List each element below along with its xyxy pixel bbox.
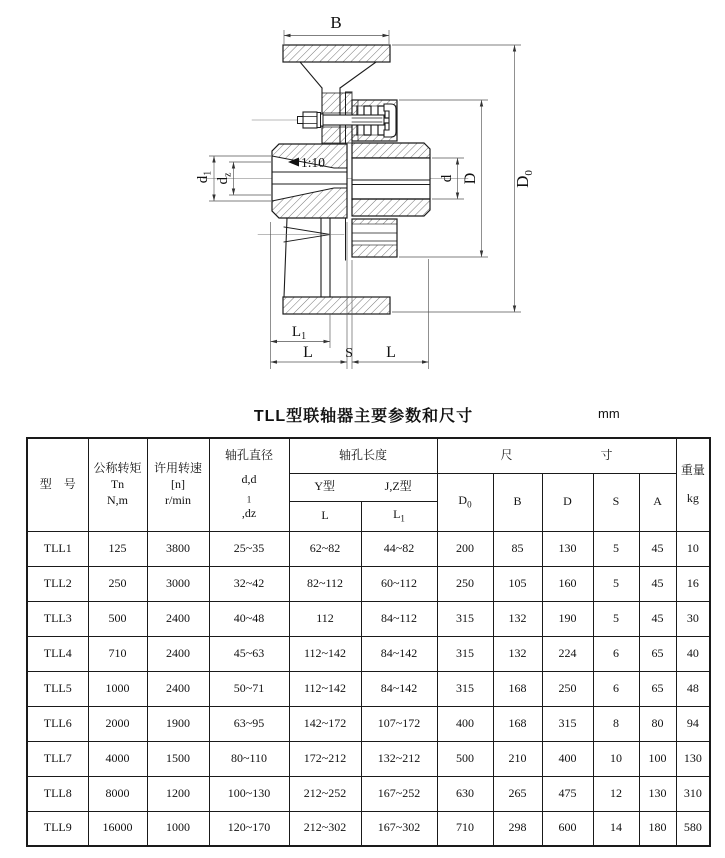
cell: 84~142 xyxy=(361,671,437,706)
cell: 1900 xyxy=(147,706,209,741)
cell: 44~82 xyxy=(361,531,437,566)
col-header-weight: 重量 kg xyxy=(676,438,710,531)
cell: 107~172 xyxy=(361,706,437,741)
cell: 500 xyxy=(88,601,147,636)
unit-label: mm xyxy=(598,406,620,421)
cell: 400 xyxy=(542,741,593,776)
cell: 45 xyxy=(639,566,676,601)
cell: 315 xyxy=(437,636,493,671)
cell: 125 xyxy=(88,531,147,566)
cell: 130 xyxy=(639,776,676,811)
dim-label-L1: $L_1$ xyxy=(291,324,307,342)
cell: 130 xyxy=(676,741,710,776)
cell: 310 xyxy=(676,776,710,811)
cell: 100 xyxy=(639,741,676,776)
cell: 10 xyxy=(676,531,710,566)
cell: 60~112 xyxy=(361,566,437,601)
bolt-tip xyxy=(298,117,304,124)
cell: 45 xyxy=(639,601,676,636)
taper-label: 1:10 xyxy=(301,155,326,170)
cell: 630 xyxy=(437,776,493,811)
cell: 400 xyxy=(437,706,493,741)
cell: 315 xyxy=(542,706,593,741)
cell: 94 xyxy=(676,706,710,741)
cell-model: TLL9 xyxy=(27,811,88,846)
cell: 65 xyxy=(639,636,676,671)
cell: 180 xyxy=(639,811,676,846)
dim-label-B: B xyxy=(330,13,342,32)
cell: 16000 xyxy=(88,811,147,846)
cell: 132 xyxy=(493,636,542,671)
cell: 1200 xyxy=(147,776,209,811)
cell: 6 xyxy=(593,636,639,671)
subheader-bore-types xyxy=(289,473,437,501)
right-hub-bore xyxy=(352,158,430,199)
cell: 190 xyxy=(542,601,593,636)
y-type-label: Y型 xyxy=(314,479,335,494)
bolt-shaft xyxy=(322,115,384,125)
web-bolt-boss-upper xyxy=(322,93,352,113)
group-header-bore-length: 轴孔长度 xyxy=(289,438,437,473)
cell: 32~42 xyxy=(209,566,289,601)
table-row xyxy=(27,566,710,601)
cell: 112 xyxy=(289,601,361,636)
cell: 250 xyxy=(88,566,147,601)
dim-label-D: D xyxy=(462,172,479,185)
cell: 212~302 xyxy=(289,811,361,846)
cell: 82~112 xyxy=(289,566,361,601)
cell-model: TLL7 xyxy=(27,741,88,776)
col-header-bore-diameter: 轴孔直径 d,d $_1$ ,dz xyxy=(209,438,289,531)
cell: 100~130 xyxy=(209,776,289,811)
cell: 168 xyxy=(493,671,542,706)
cell: 84~112 xyxy=(361,601,437,636)
dim-label-L-left: L xyxy=(303,344,313,361)
cell: 2400 xyxy=(147,601,209,636)
right-flange-top xyxy=(352,143,430,158)
cell: 105 xyxy=(493,566,542,601)
col-header-D: D xyxy=(542,473,593,531)
dim-label-d: d xyxy=(439,174,455,183)
cell: 40 xyxy=(676,636,710,671)
cell: 250 xyxy=(437,566,493,601)
cell: 80 xyxy=(639,706,676,741)
cell: 160 xyxy=(542,566,593,601)
table-title: TLL型联轴器主要参数和尺寸 xyxy=(253,408,474,425)
cell: 600 xyxy=(542,811,593,846)
group-header-dimensions: 尺 寸 xyxy=(437,438,676,473)
cell-model: TLL5 xyxy=(27,671,88,706)
drum-rim-bottom xyxy=(283,297,390,314)
lower-cover-hatch xyxy=(352,245,397,257)
cell: 580 xyxy=(676,811,710,846)
col-header-L1: $L_1$ xyxy=(361,501,437,531)
cell: 8 xyxy=(593,706,639,741)
col-header-A: A xyxy=(639,473,676,531)
cell-model: TLL1 xyxy=(27,531,88,566)
cell: 710 xyxy=(437,811,493,846)
cell: 200 xyxy=(437,531,493,566)
cell: 3000 xyxy=(147,566,209,601)
cell: 5 xyxy=(593,531,639,566)
cell: 120~170 xyxy=(209,811,289,846)
cell: 1000 xyxy=(147,811,209,846)
cell: 265 xyxy=(493,776,542,811)
cell: 5 xyxy=(593,566,639,601)
col-header-torque: 公称转矩 Tn N,m xyxy=(88,438,147,531)
lower-cover-hatch-top xyxy=(352,219,397,224)
parameters-table xyxy=(26,437,711,847)
cell: 298 xyxy=(493,811,542,846)
cell-model: TLL4 xyxy=(27,636,88,671)
cell: 45 xyxy=(639,531,676,566)
table-row xyxy=(27,531,710,566)
right-flange-bottom xyxy=(352,199,430,216)
cell-model: TLL3 xyxy=(27,601,88,636)
cell: 84~142 xyxy=(361,636,437,671)
cell-model: TLL2 xyxy=(27,566,88,601)
cell: 168 xyxy=(493,706,542,741)
bolt-washer-inner xyxy=(321,114,324,126)
web-bolt-boss-lower xyxy=(322,127,352,143)
cell: 63~95 xyxy=(209,706,289,741)
cell: 132 xyxy=(493,601,542,636)
cell-model: TLL6 xyxy=(27,706,88,741)
cell: 10 xyxy=(593,741,639,776)
cell: 5 xyxy=(593,601,639,636)
table-row xyxy=(27,741,710,776)
cell: 2400 xyxy=(147,671,209,706)
cell: 167~252 xyxy=(361,776,437,811)
cell: 224 xyxy=(542,636,593,671)
cell: 172~212 xyxy=(289,741,361,776)
cell: 130 xyxy=(542,531,593,566)
drum-rim-top xyxy=(283,45,390,62)
dim-label-d1: $d_1$ xyxy=(195,170,214,184)
cell: 48 xyxy=(676,671,710,706)
cell: 210 xyxy=(493,741,542,776)
cell: 85 xyxy=(493,531,542,566)
cell: 250 xyxy=(542,671,593,706)
drum-web-bottom xyxy=(284,218,330,297)
cell: 315 xyxy=(437,601,493,636)
dim-label-S: S xyxy=(345,346,353,361)
cell: 167~302 xyxy=(361,811,437,846)
cell: 3800 xyxy=(147,531,209,566)
cell: 16 xyxy=(676,566,710,601)
cell: 212~252 xyxy=(289,776,361,811)
col-header-B: B xyxy=(493,473,542,531)
cell: 1000 xyxy=(88,671,147,706)
cell: 8000 xyxy=(88,776,147,811)
col-header-S: S xyxy=(593,473,639,531)
cell: 1500 xyxy=(147,741,209,776)
cell: 30 xyxy=(676,601,710,636)
cell: 6 xyxy=(593,671,639,706)
cell: 112~142 xyxy=(289,636,361,671)
jz-type-label: J,Z型 xyxy=(384,479,412,494)
cell: 142~172 xyxy=(289,706,361,741)
table-row xyxy=(27,636,710,671)
cell: 45~63 xyxy=(209,636,289,671)
cell: 500 xyxy=(437,741,493,776)
col-header-model: 型 号 xyxy=(27,438,88,531)
cell-model: TLL8 xyxy=(27,776,88,811)
coupling-section-drawing xyxy=(0,0,725,400)
cell: 50~71 xyxy=(209,671,289,706)
cell: 315 xyxy=(437,671,493,706)
cell: 475 xyxy=(542,776,593,811)
cell: 2000 xyxy=(88,706,147,741)
cell: 62~82 xyxy=(289,531,361,566)
cell: 12 xyxy=(593,776,639,811)
table-row xyxy=(27,811,710,846)
cell: 2400 xyxy=(147,636,209,671)
col-header-L: L xyxy=(289,501,361,531)
dim-label-L-right: L xyxy=(386,344,396,361)
table-row xyxy=(27,776,710,811)
col-header-D0: $D_0$ xyxy=(437,473,493,531)
cell: 40~48 xyxy=(209,601,289,636)
table-row xyxy=(27,706,710,741)
col-header-speed: 许用转速 [n] r/min xyxy=(147,438,209,531)
cell: 132~212 xyxy=(361,741,437,776)
table-row xyxy=(27,671,710,706)
dim-label-D0: $D_0$ xyxy=(513,170,535,188)
cell: 80~110 xyxy=(209,741,289,776)
cell: 65 xyxy=(639,671,676,706)
dim-label-d2: $d_z$ xyxy=(215,172,234,185)
table-row xyxy=(27,601,710,636)
cell: 4000 xyxy=(88,741,147,776)
cell: 14 xyxy=(593,811,639,846)
cell: 25~35 xyxy=(209,531,289,566)
cell: 710 xyxy=(88,636,147,671)
cell: 112~142 xyxy=(289,671,361,706)
bolt-hex-head xyxy=(303,112,317,128)
